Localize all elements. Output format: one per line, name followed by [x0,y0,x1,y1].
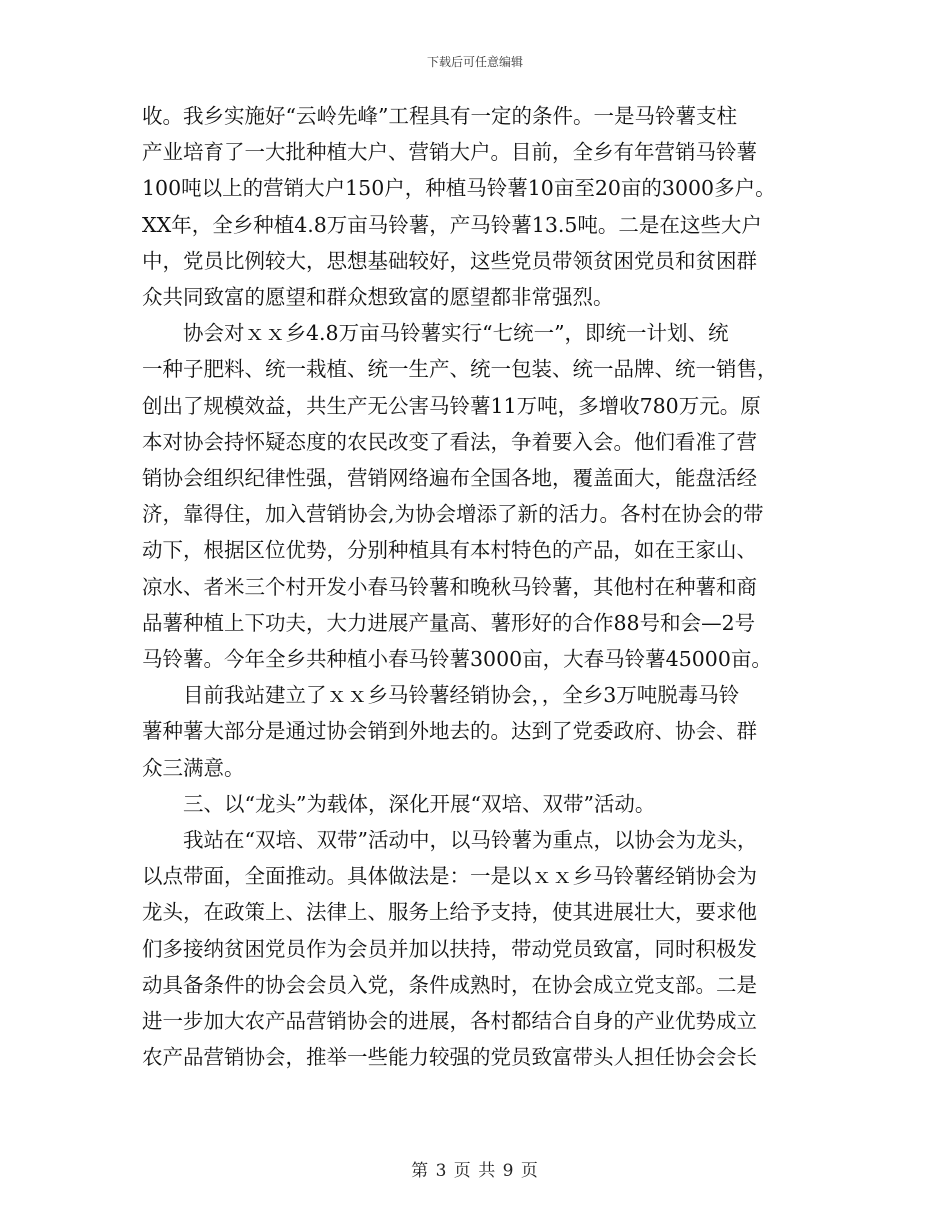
text-line: 凉水、者米三个村开发小春马铃薯和晚秋马铃薯，其他村在种薯和商 [142,574,757,599]
text-line: 销协会组织纪律性强，营销网络遍布全国各地，覆盖面大，能盘活经 [142,466,757,491]
text-line: 目前我站建立了ｘｘ乡马铃薯经销协会，，全乡3万吨脱毒马铃 [183,683,740,708]
paragraph [142,677,810,786]
text-line: 品薯种植上下功夫，大力进展产量高、薯形好的合作88号和会—2号 [142,610,756,635]
text-line: 薯种薯大部分是通过协会销到外地去的。达到了党委政府、协会、群 [142,719,757,744]
text-line: 进一步加大农产品营销协会的进展，各村都结合自身的产业优势成立 [142,1009,757,1034]
text-line: 协会对ｘｘ乡4.8万亩马铃薯实行“七统一”，即统一计划、统 [183,321,729,346]
text-line: 三、以“龙头”为载体，深化开展“双培、双带”活动。 [183,791,656,816]
text-line: 龙头，在政策上、法律上、服务上给予支持，使其进展壮大，要求他 [142,900,757,925]
text-line: 一种子肥料、统一栽植、统一生产、统一包装、统一品牌、统一销售， [142,357,778,382]
paragraph [142,786,810,822]
text-line: 以点带面，全面推动。具体做法是：一是以ｘｘ乡马铃薯经销协会为 [142,864,757,889]
document-body [142,98,810,1075]
text-line: 众共同致富的愿望和群众想致富的愿望都非常强烈。 [142,285,614,310]
text-line: 动下，根据区位优势，分别种植具有本村特色的产品，如在王家山、 [142,538,757,563]
text-line: 中，党员比例较大，思想基础较好，这些党员带领贫困党员和贫困群 [142,248,757,273]
paragraph [142,98,810,315]
page-header: 下载后可任意编辑 [426,55,523,69]
text-line: 们多接纳贫困党员作为会员并加以扶持，带动党员致富，同时积极发 [142,936,757,961]
text-line: 众三满意。 [142,755,245,780]
text-line: 农产品营销协会，推举一些能力较强的党员致富带头人担任协会会长 [142,1045,757,1070]
text-line: 本对协会持怀疑态度的农民改变了看法，争着要入会。他们看准了营 [142,429,757,454]
text-line: 我站在“双培、双带”活动中，以马铃薯为重点，以协会为龙头， [183,828,758,853]
paragraph [142,315,810,677]
text-line: 产业培育了一大批种植大户、营销大户。目前，全乡有年营销马铃薯 [142,140,757,165]
text-line: 马铃薯。今年全乡共种植小春马铃薯3000亩，大春马铃薯45000亩。 [142,647,772,672]
text-line: 100吨以上的营销大户150户，种植马铃薯10亩至20亩的3000多户。 [142,176,776,201]
paragraph [142,822,810,1075]
text-line: 动具备条件的协会会员入党，条件成熟时，在协会成立党支部。二是 [142,972,757,997]
page-footer: 第 3 页 共 9 页 [411,1161,539,1181]
text-line: 收。我乡实施好“云岭先峰”工程具有一定的条件。一是马铃薯支柱 [142,104,737,128]
text-line: 创出了规模效益，共生产无公害马铃薯11万吨，多增收780万元。原 [142,393,761,418]
text-line: 济，靠得住，加入营销协会,为协会增添了新的活力。各村在协会的带 [142,502,764,527]
text-line: XX年，全乡种植4.8万亩马铃薯，产马铃薯13.5吨。二是在这些大户 [142,212,762,237]
